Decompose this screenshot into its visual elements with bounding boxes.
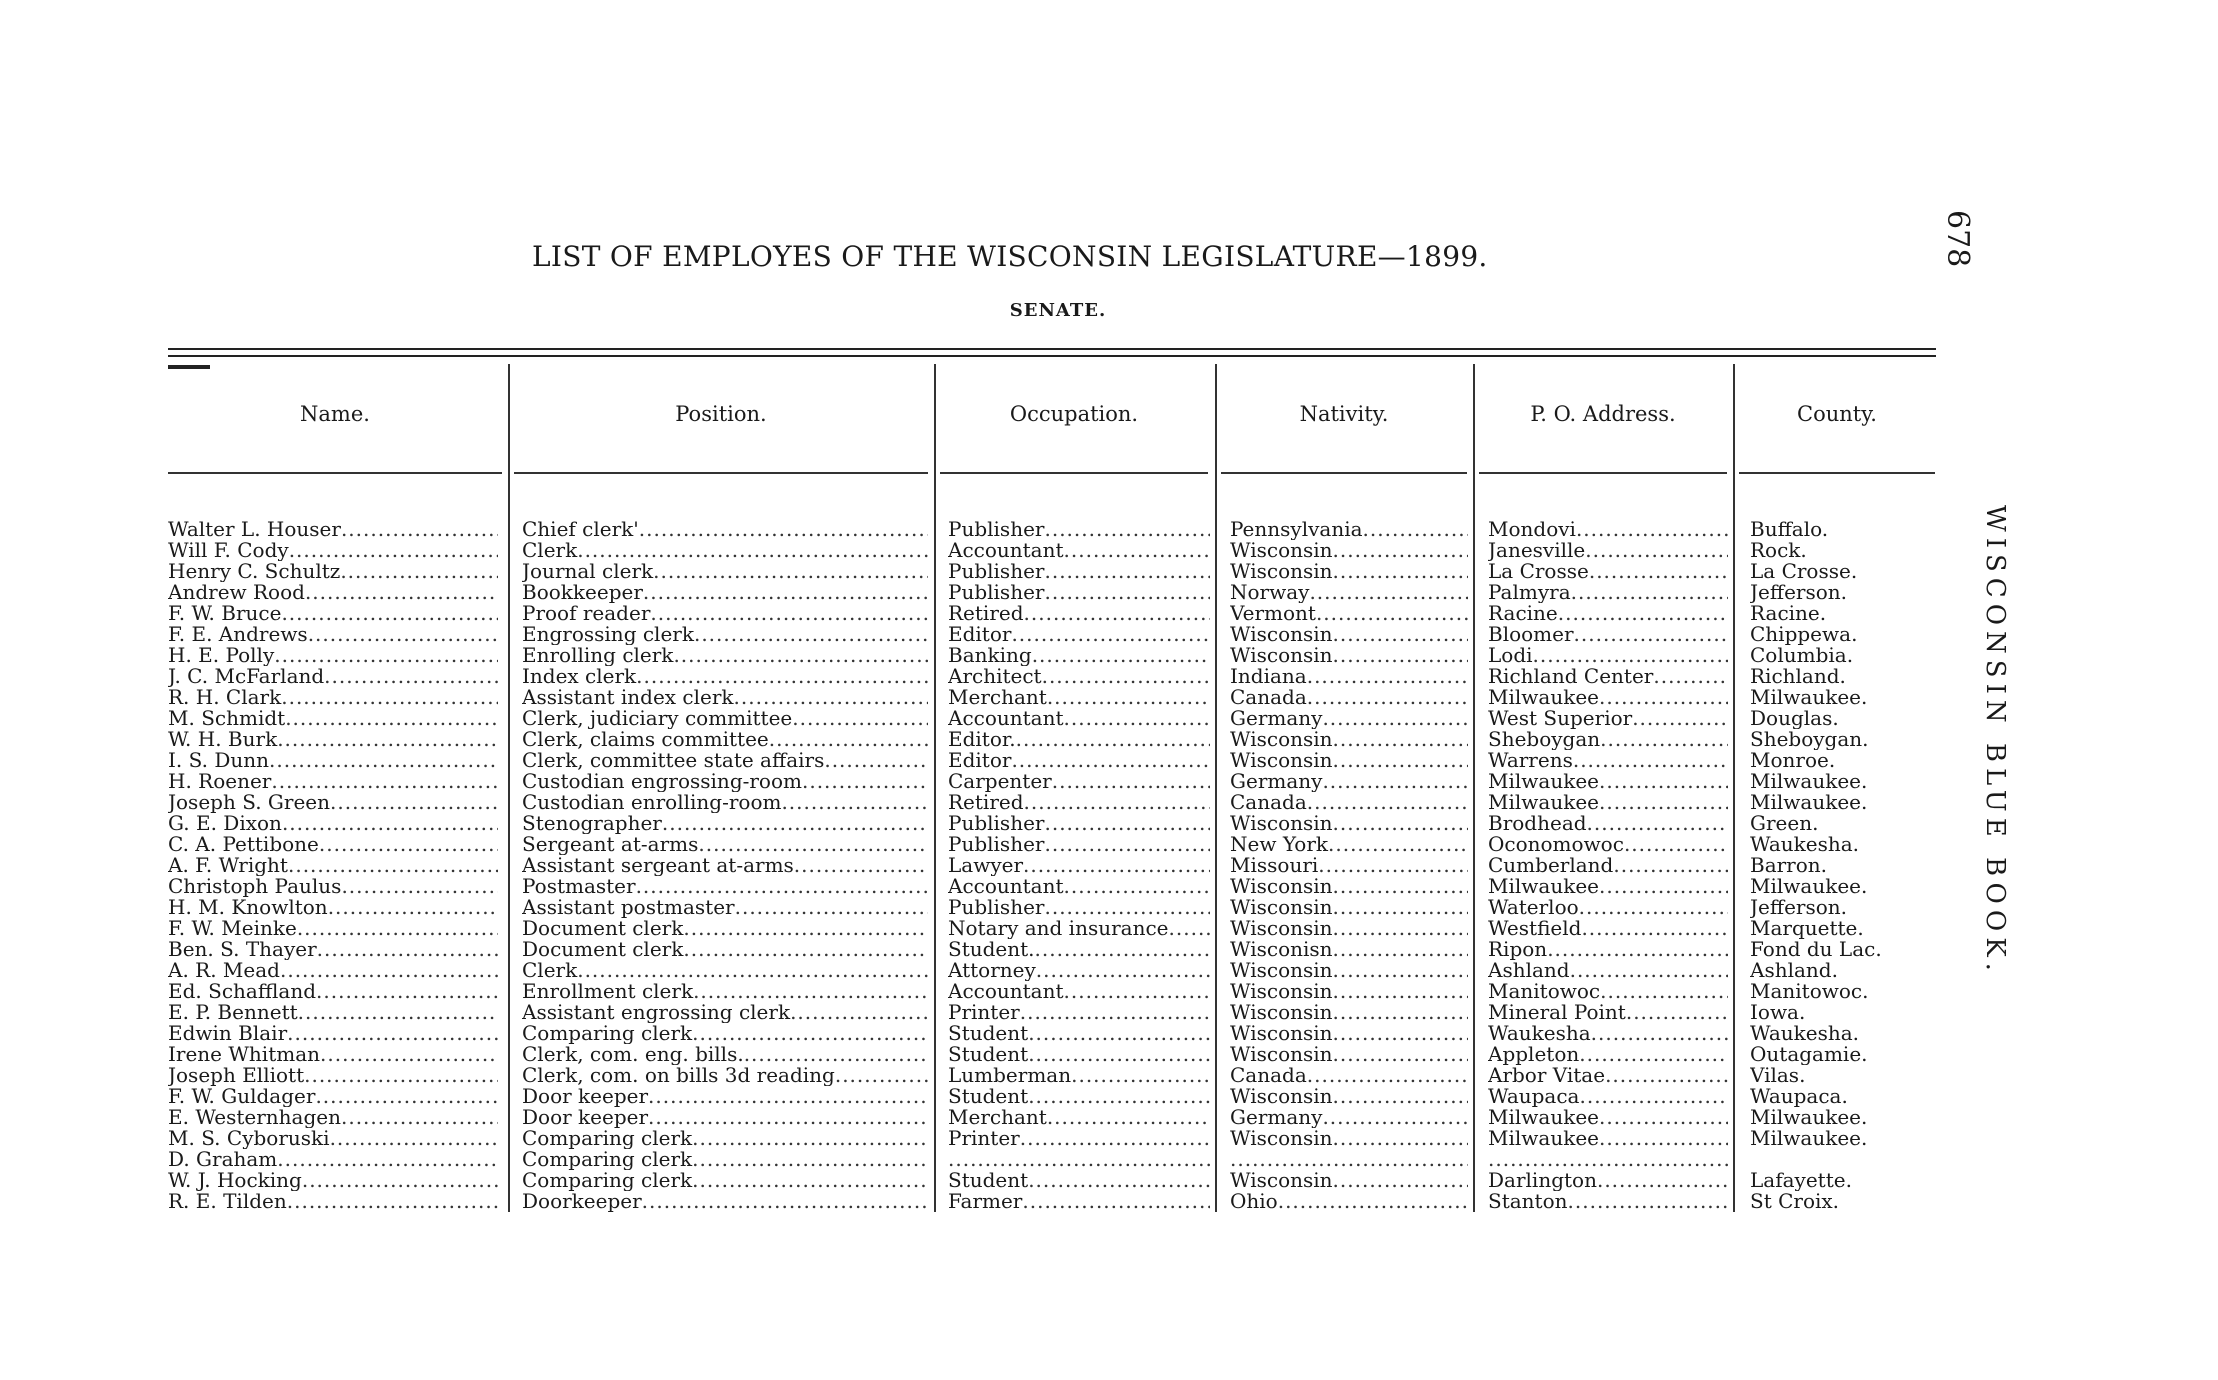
name-cell: W. J. Hocking ..... <box>168 1170 498 1191</box>
address-cell: Mondovi ..... <box>1488 519 1728 540</box>
occupation-cell: Accountant ..... <box>948 981 1210 1002</box>
name-cell: F. W. Guldager ..... <box>168 1086 498 1107</box>
occupation-cell: Publisher ..... <box>948 897 1210 918</box>
county-cell: Jefferson. <box>1750 582 1848 603</box>
county-cell: Sheboygan. <box>1750 729 1869 750</box>
header-rule <box>168 472 502 474</box>
column-header-position: Position. <box>675 402 767 426</box>
occupation-cell: Retired ..... <box>948 792 1210 813</box>
table-row <box>0 687 2218 708</box>
county-cell: Rock. <box>1750 540 1807 561</box>
occupation-cell: Lawyer ..... <box>948 855 1210 876</box>
table-row <box>0 1149 2218 1170</box>
address-cell: Waterloo ..... <box>1488 897 1728 918</box>
occupation-cell: Banking ..... <box>948 645 1210 666</box>
nativity-cell: Wisconsin ..... <box>1230 918 1468 939</box>
nativity-cell: Norway ..... <box>1230 582 1468 603</box>
nativity-cell: Vermont ..... <box>1230 603 1468 624</box>
name-cell: A. F. Wright ..... <box>168 855 498 876</box>
county-cell: Milwaukee. <box>1750 771 1868 792</box>
table-row <box>0 792 2218 813</box>
occupation-cell: Student ..... <box>948 1086 1210 1107</box>
occupation-cell: Publisher ..... <box>948 834 1210 855</box>
address-cell: Warrens ..... <box>1488 750 1728 771</box>
address-cell: Appleton ..... <box>1488 1044 1728 1065</box>
table-row <box>0 582 2218 603</box>
name-cell: H. E. Polly ..... <box>168 645 498 666</box>
nativity-cell: Germany ..... <box>1230 708 1468 729</box>
table-row <box>0 876 2218 897</box>
county-cell: Buffalo. <box>1750 519 1829 540</box>
name-cell: Henry C. Schultz ..... <box>168 561 498 582</box>
nativity-cell: Wisconsin ..... <box>1230 876 1468 897</box>
county-cell: Ashland. <box>1750 960 1838 981</box>
occupation-cell: Printer ..... <box>948 1002 1210 1023</box>
nativity-cell: Canada ..... <box>1230 687 1468 708</box>
table-row <box>0 897 2218 918</box>
position-cell: Assistant sergeant at-arms ..... <box>522 855 928 876</box>
position-cell: Comparing clerk ..... <box>522 1170 928 1191</box>
employee-table-body <box>0 519 2218 1212</box>
position-cell: Comparing clerk ..... <box>522 1023 928 1044</box>
nativity-cell: Wisconsin ..... <box>1230 1023 1468 1044</box>
table-row <box>0 1128 2218 1149</box>
county-cell: La Crosse. <box>1750 561 1858 582</box>
table-row <box>0 645 2218 666</box>
table-row <box>0 561 2218 582</box>
name-cell: C. A. Pettibone ..... <box>168 834 498 855</box>
position-cell: Assistant engrossing clerk ..... <box>522 1002 928 1023</box>
name-cell: F. W. Meinke ..... <box>168 918 498 939</box>
address-cell: La Crosse ..... <box>1488 561 1728 582</box>
table-row <box>0 666 2218 687</box>
table-row <box>0 1107 2218 1128</box>
column-header-name: Name. <box>300 402 370 426</box>
nativity-cell: Wisconsin ..... <box>1230 645 1468 666</box>
section-heading: SENATE. <box>1009 300 1107 321</box>
occupation-cell: Accountant ..... <box>948 876 1210 897</box>
nativity-cell: Missouri ..... <box>1230 855 1468 876</box>
name-cell: Irene Whitman ..... <box>168 1044 498 1065</box>
name-cell: Will F. Cody ..... <box>168 540 498 561</box>
nativity-cell: Wisconsin ..... <box>1230 729 1468 750</box>
county-cell: Chippewa. <box>1750 624 1858 645</box>
name-cell: Ben. S. Thayer ..... <box>168 939 498 960</box>
nativity-cell: Wisconsin ..... <box>1230 813 1468 834</box>
occupation-cell: Carpenter ..... <box>948 771 1210 792</box>
occupation-cell: Attorney ..... <box>948 960 1210 981</box>
nativity-cell: Pennsylvania ..... <box>1230 519 1468 540</box>
name-cell: E. Westernhagen ..... <box>168 1107 498 1128</box>
address-cell: Westfield ..... <box>1488 918 1728 939</box>
nativity-cell: Wisconsin ..... <box>1230 960 1468 981</box>
address-cell: Milwaukee ..... <box>1488 771 1728 792</box>
name-cell: F. E. Andrews ..... <box>168 624 498 645</box>
nativity-cell: Wisconsin ..... <box>1230 1044 1468 1065</box>
nativity-cell: Wisconsin ..... <box>1230 1128 1468 1149</box>
table-row <box>0 1191 2218 1212</box>
nativity-cell: Wisconsin ..... <box>1230 1086 1468 1107</box>
name-cell: Ed. Schaffland ..... <box>168 981 498 1002</box>
table-row <box>0 519 2218 540</box>
position-cell: Comparing clerk ..... <box>522 1149 928 1170</box>
occupation-cell <box>948 1149 1210 1170</box>
table-row <box>0 834 2218 855</box>
county-cell: Milwaukee. <box>1750 876 1868 897</box>
position-cell: Document clerk ..... <box>522 918 928 939</box>
address-cell: Sheboygan ..... <box>1488 729 1728 750</box>
name-cell: Christoph Paulus ..... <box>168 876 498 897</box>
occupation-cell: Student ..... <box>948 1023 1210 1044</box>
name-cell: W. H. Burk ..... <box>168 729 498 750</box>
table-row <box>0 729 2218 750</box>
address-cell: Arbor Vitae ..... <box>1488 1065 1728 1086</box>
name-cell: R. H. Clark ..... <box>168 687 498 708</box>
county-cell: Waupaca. <box>1750 1086 1848 1107</box>
name-cell: I. S. Dunn ..... <box>168 750 498 771</box>
column-header-county: County. <box>1797 402 1877 426</box>
name-cell: J. C. McFarland ..... <box>168 666 498 687</box>
position-cell: Enrolling clerk ..... <box>522 645 928 666</box>
address-cell: Oconomowoc ..... <box>1488 834 1728 855</box>
address-cell: Ashland ..... <box>1488 960 1728 981</box>
occupation-cell: Publisher ..... <box>948 813 1210 834</box>
nativity-cell: Canada ..... <box>1230 1065 1468 1086</box>
position-cell: Chief clerk' ..... <box>522 519 928 540</box>
name-cell: E. P. Bennett ..... <box>168 1002 498 1023</box>
position-cell: Bookkeeper ..... <box>522 582 928 603</box>
position-cell: Stenographer ..... <box>522 813 928 834</box>
position-cell: Index clerk ..... <box>522 666 928 687</box>
county-cell: Green. <box>1750 813 1819 834</box>
top-rule <box>168 348 1936 350</box>
table-row <box>0 750 2218 771</box>
name-cell: M. Schmidt ..... <box>168 708 498 729</box>
county-cell: Iowa. <box>1750 1002 1806 1023</box>
position-cell: Postmaster ..... <box>522 876 928 897</box>
table-row <box>0 1044 2218 1065</box>
occupation-cell: Accountant ..... <box>948 708 1210 729</box>
position-cell: Clerk, committee state affairs ..... <box>522 750 928 771</box>
county-cell: Manitowoc. <box>1750 981 1869 1002</box>
address-cell: Palmyra ..... <box>1488 582 1728 603</box>
address-cell: Stanton ..... <box>1488 1191 1728 1212</box>
position-cell: Clerk, claims committee ..... <box>522 729 928 750</box>
table-row <box>0 939 2218 960</box>
county-cell: Waukesha. <box>1750 1023 1860 1044</box>
address-cell: West Superior ..... <box>1488 708 1728 729</box>
address-cell: Waukesha ..... <box>1488 1023 1728 1044</box>
position-cell: Assistant index clerk ..... <box>522 687 928 708</box>
name-cell: Andrew Rood ..... <box>168 582 498 603</box>
nativity-cell: Ohio ..... <box>1230 1191 1468 1212</box>
name-cell: Joseph Elliott ..... <box>168 1065 498 1086</box>
name-cell: D. Graham ..... <box>168 1149 498 1170</box>
occupation-cell: Publisher ..... <box>948 582 1210 603</box>
address-cell: Cumberland ..... <box>1488 855 1728 876</box>
table-row <box>0 1170 2218 1191</box>
county-cell: Barron. <box>1750 855 1828 876</box>
table-row <box>0 540 2218 561</box>
nativity-cell: Wisconisn ..... <box>1230 939 1468 960</box>
position-cell: Proof reader ..... <box>522 603 928 624</box>
top-rule-double <box>168 355 1936 357</box>
address-cell: Richland Center ..... <box>1488 666 1728 687</box>
occupation-cell: Merchant ..... <box>948 687 1210 708</box>
position-cell: Clerk ..... <box>522 960 928 981</box>
position-cell: Sergeant at-arms ..... <box>522 834 928 855</box>
table-row <box>0 708 2218 729</box>
table-row <box>0 981 2218 1002</box>
county-cell: Marquette. <box>1750 918 1864 939</box>
name-cell: R. E. Tilden ..... <box>168 1191 498 1212</box>
occupation-cell: Student. ..... <box>948 939 1210 960</box>
table-row <box>0 1023 2218 1044</box>
table-row <box>0 771 2218 792</box>
occupation-cell: Editor ..... <box>948 750 1210 771</box>
occupation-cell: Lumberman ..... <box>948 1065 1210 1086</box>
occupation-cell: Publisher ..... <box>948 561 1210 582</box>
county-cell: Outagamie. <box>1750 1044 1868 1065</box>
header-rule <box>1739 472 1935 474</box>
table-row <box>0 855 2218 876</box>
name-cell: H. Roener ..... <box>168 771 498 792</box>
page-title: LIST OF EMPLOYES OF THE WISCONSIN LEGISLATURE—1899. <box>532 240 1488 273</box>
address-cell: Milwaukee ..... <box>1488 1128 1728 1149</box>
position-cell: Custodian enrolling-room ..... <box>522 792 928 813</box>
county-cell: Columbia. <box>1750 645 1854 666</box>
county-cell: Jefferson. <box>1750 897 1848 918</box>
name-cell: H. M. Knowlton ..... <box>168 897 498 918</box>
nativity-cell: Wisconsin ..... <box>1230 624 1468 645</box>
header-rule <box>1479 472 1727 474</box>
position-cell: Clerk, judiciary committee ..... <box>522 708 928 729</box>
address-cell: Milwaukee ..... <box>1488 792 1728 813</box>
address-cell: Lodi ..... <box>1488 645 1728 666</box>
county-cell: Waukesha. <box>1750 834 1860 855</box>
position-cell: Door keeper ..... <box>522 1086 928 1107</box>
occupation-cell: Architect ..... <box>948 666 1210 687</box>
position-cell: Engrossing clerk ..... <box>522 624 928 645</box>
county-cell: Richland. <box>1750 666 1846 687</box>
county-cell: Vilas. <box>1750 1065 1806 1086</box>
nativity-cell <box>1230 1149 1468 1170</box>
nativity-cell: Canada ..... <box>1230 792 1468 813</box>
nativity-cell: Germany ..... <box>1230 771 1468 792</box>
rule-mark <box>168 365 210 369</box>
nativity-cell: Wisconsin ..... <box>1230 1002 1468 1023</box>
occupation-cell: Editor. ..... <box>948 729 1210 750</box>
county-cell: Milwaukee. <box>1750 792 1868 813</box>
address-cell: Racine ..... <box>1488 603 1728 624</box>
address-cell: Mineral Point ..... <box>1488 1002 1728 1023</box>
address-cell: Waupaca ..... <box>1488 1086 1728 1107</box>
nativity-cell: Wisconsin ..... <box>1230 981 1468 1002</box>
header-rule <box>1221 472 1467 474</box>
table-row <box>0 624 2218 645</box>
position-cell: Document clerk ..... <box>522 939 928 960</box>
name-cell: G. E. Dixon ..... <box>168 813 498 834</box>
nativity-cell: Wisconsin ..... <box>1230 540 1468 561</box>
county-cell: Milwaukee. <box>1750 1107 1868 1128</box>
county-cell: Milwaukee. <box>1750 1128 1868 1149</box>
position-cell: Custodian engrossing-room ..... <box>522 771 928 792</box>
table-row <box>0 918 2218 939</box>
nativity-cell: Germany ..... <box>1230 1107 1468 1128</box>
occupation-cell: Publisher ..... <box>948 519 1210 540</box>
occupation-cell: Student ..... <box>948 1170 1210 1191</box>
page-number: 678 <box>1940 210 1975 268</box>
occupation-cell: Notary and insurance ..... <box>948 918 1210 939</box>
nativity-cell: New York ..... <box>1230 834 1468 855</box>
nativity-cell: Wisconsin ..... <box>1230 561 1468 582</box>
name-cell: Joseph S. Green ..... <box>168 792 498 813</box>
address-cell: Bloomer ..... <box>1488 624 1728 645</box>
column-header-nativity: Nativity. <box>1299 402 1389 426</box>
table-row <box>0 1086 2218 1107</box>
name-cell: F. W. Bruce ..... <box>168 603 498 624</box>
table-row <box>0 960 2218 981</box>
address-cell: Milwaukee ..... <box>1488 1107 1728 1128</box>
position-cell: Comparing clerk ..... <box>522 1128 928 1149</box>
county-cell: Milwaukee. <box>1750 687 1868 708</box>
address-cell <box>1488 1149 1728 1170</box>
county-cell: Douglas. <box>1750 708 1839 729</box>
position-cell: Clerk, com. on bills 3d reading ..... <box>522 1065 928 1086</box>
name-cell: A. R. Mead ..... <box>168 960 498 981</box>
position-cell: Door keeper ..... <box>522 1107 928 1128</box>
nativity-cell: Wisconsin ..... <box>1230 897 1468 918</box>
address-cell: Darlington ..... <box>1488 1170 1728 1191</box>
position-cell: Clerk, com. eng. bills. ..... <box>522 1044 928 1065</box>
address-cell: Milwaukee ..... <box>1488 687 1728 708</box>
occupation-cell: Printer ..... <box>948 1128 1210 1149</box>
occupation-cell: Editor ..... <box>948 624 1210 645</box>
position-cell: Doorkeeper ..... <box>522 1191 928 1212</box>
column-header-occupation: Occupation. <box>1009 402 1139 426</box>
table-row <box>0 1065 2218 1086</box>
table-row <box>0 813 2218 834</box>
header-rule <box>514 472 928 474</box>
occupation-cell: Accountant ..... <box>948 540 1210 561</box>
occupation-cell: Retired ..... <box>948 603 1210 624</box>
name-cell: Walter L. Houser ..... <box>168 519 498 540</box>
occupation-cell: Merchant ..... <box>948 1107 1210 1128</box>
position-cell: Enrollment clerk ..... <box>522 981 928 1002</box>
address-cell: Milwaukee ..... <box>1488 876 1728 897</box>
position-cell: Assistant postmaster ..... <box>522 897 928 918</box>
name-cell: M. S. Cyboruski ..... <box>168 1128 498 1149</box>
county-cell: Monroe. <box>1750 750 1836 771</box>
county-cell: Fond du Lac. <box>1750 939 1882 960</box>
county-cell: Lafayette. <box>1750 1170 1852 1191</box>
county-cell: St Croix. <box>1750 1191 1840 1212</box>
county-cell: Racine. <box>1750 603 1827 624</box>
nativity-cell: Wisconsin ..... <box>1230 1170 1468 1191</box>
occupation-cell: Student ..... <box>948 1044 1210 1065</box>
header-rule <box>940 472 1208 474</box>
address-cell: Ripon ..... <box>1488 939 1728 960</box>
table-row <box>0 1002 2218 1023</box>
column-header-address: P. O. Address. <box>1530 402 1676 426</box>
position-cell: Clerk ..... <box>522 540 928 561</box>
address-cell: Janesville ..... <box>1488 540 1728 561</box>
address-cell: Brodhead ..... <box>1488 813 1728 834</box>
name-cell: Edwin Blair ..... <box>168 1023 498 1044</box>
nativity-cell: Wisconsin ..... <box>1230 750 1468 771</box>
table-row <box>0 603 2218 624</box>
occupation-cell: Farmer ..... <box>948 1191 1210 1212</box>
address-cell: Manitowoc ..... <box>1488 981 1728 1002</box>
running-head: WISCONSIN BLUE BOOK. <box>1980 505 2010 977</box>
nativity-cell: Indiana ..... <box>1230 666 1468 687</box>
position-cell: Journal clerk ..... <box>522 561 928 582</box>
